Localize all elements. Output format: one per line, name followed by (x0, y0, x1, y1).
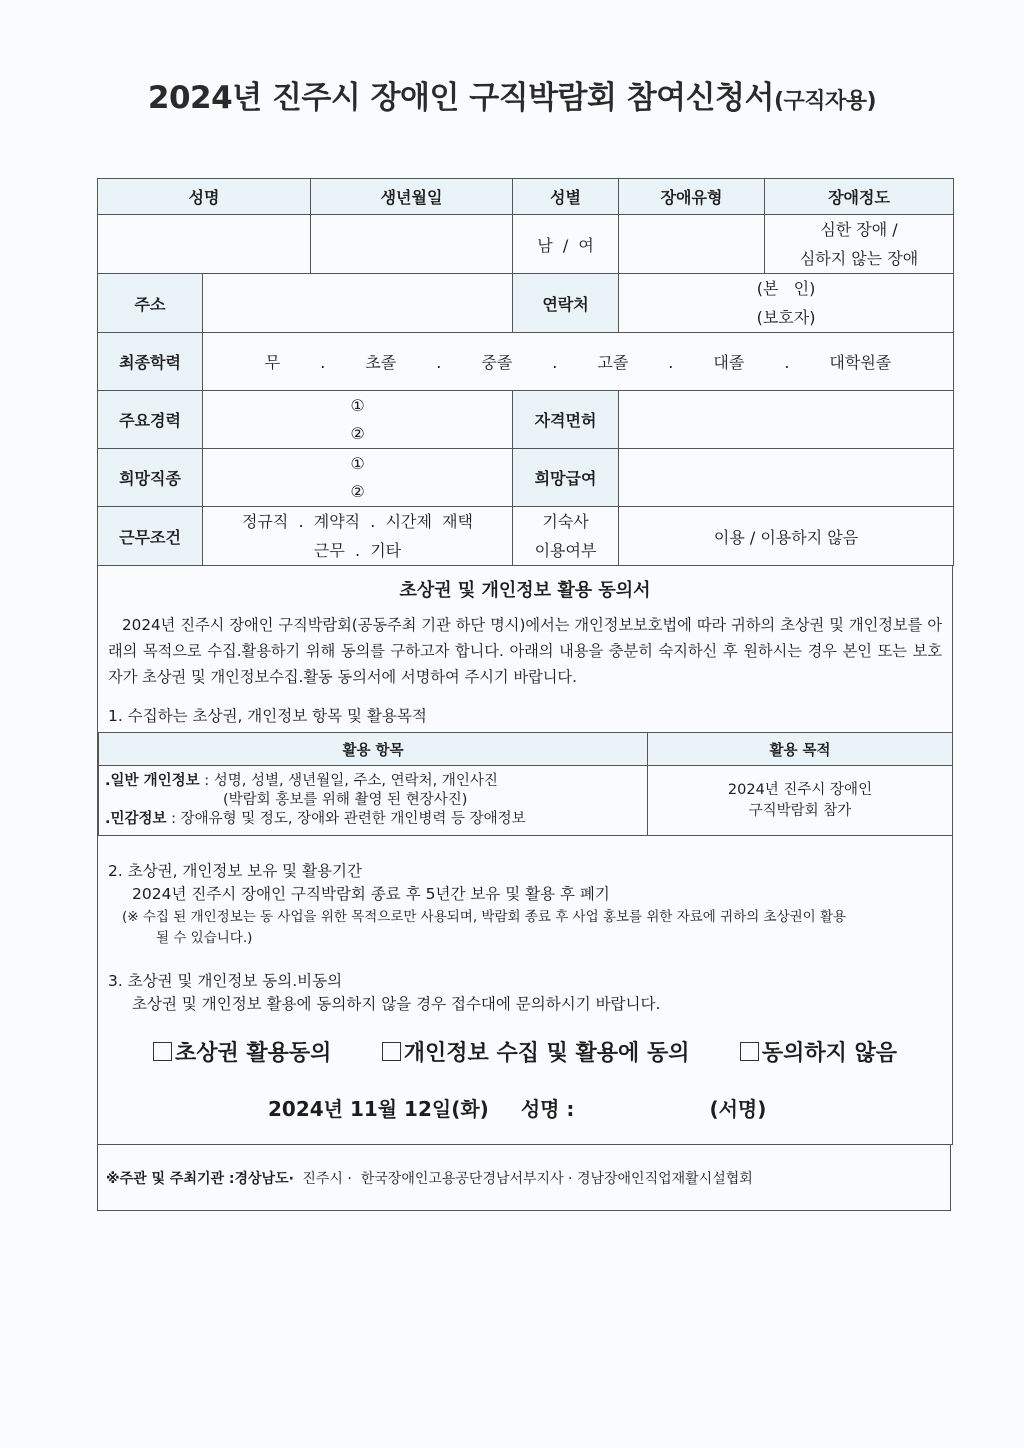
section-1-heading: 1. 수집하는 초상권, 개인정보 항목 및 활용목적 (108, 707, 427, 725)
dormitory-options[interactable]: 이용 / 이용하지 않음 (619, 507, 954, 566)
usage-purpose: 2024년 진주시 장애인 구직박람회 참가 (648, 766, 953, 836)
checkbox-icon[interactable] (153, 1042, 172, 1061)
work-condition-label: 근무조건 (98, 507, 203, 566)
header-disability-degree: 장애정도 (765, 179, 954, 215)
name-field[interactable] (98, 215, 311, 274)
section-3: 3. 초상권 및 개인정보 동의.비동의 초상권 및 개인정보 활용에 동의하지 않을 경우 접수대에 문의하시기 바랍니다. (108, 972, 661, 1013)
address-field[interactable] (203, 274, 513, 333)
application-form (97, 178, 953, 1211)
checkbox-icon[interactable] (382, 1042, 401, 1061)
consent-intro: 2024년 진주시 장애인 구직박람회(공동주최 기관 하단 명시)에서는 개인정보보호법에 따라 귀하의 초상권 및 개인정보를 아래의 목적으로 수집.활용하기 위해 동의를 구하고자 합니다. 아래의 내용을 충분히 숙지하신 후 원하시는 경우 본인 또는 보호자가 초상권 및 개인정보수집.활동 동의서에 서명하여 주시기 바랍니다. (108, 616, 942, 686)
applicant-table (97, 178, 954, 566)
section-2-note: (※ 수집 된 개인정보는 동 사업을 위한 목적으로만 사용되며, 박람회 종료 후 사업 홍보를 위한 자료에 귀하의 초상권이 활용 (122, 909, 847, 925)
header-birthdate: 생년월일 (311, 179, 513, 215)
birthdate-field[interactable] (311, 215, 513, 274)
sign-date: 2024년 11월 12일(화) (268, 1097, 489, 1121)
organizers-footer: ※주관 및 주최기관 :경상남도· 진주시 · 한국장애인고용공단경남서부지사 · 경남장애인직업재활시설협회 (97, 1145, 951, 1211)
education-label: 최종학력 (98, 333, 203, 391)
consent-checkboxes (98, 1016, 952, 1067)
signature-field[interactable]: (서명) (709, 1097, 767, 1121)
career-label: 주요경력 (98, 391, 203, 449)
signature-line (98, 1067, 952, 1144)
career-field[interactable]: ① ② (203, 391, 513, 449)
license-field[interactable] (619, 391, 954, 449)
privacy-consent-checkbox[interactable]: 개인정보 수집 및 활용에 동의 (382, 1036, 690, 1067)
page-title: 2024년 진주시 장애인 구직박람회 참여신청서(구직자용) (147, 80, 877, 116)
consent-title: 초상권 및 개인정보 활용 동의서 (399, 580, 651, 601)
desired-pay-label: 희망급여 (513, 449, 619, 507)
work-condition-options[interactable]: 정규직 . 계약직 . 시간제 재택 근무 . 기타 (203, 507, 513, 566)
disability-degree-options[interactable]: 심한 장애 / 심하지 않는 장애 (765, 215, 954, 274)
desired-job-label: 희망직종 (98, 449, 203, 507)
usage-table (98, 732, 953, 836)
education-options[interactable]: 무 . 초졸 . 중졸 . 고졸 . 대졸 . 대학원졸 (203, 333, 954, 391)
desired-pay-field[interactable] (619, 449, 954, 507)
section-2: 2. 초상권, 개인정보 보유 및 활용기간 2024년 진주시 장애인 구직박람회 종료 후 5년간 보유 및 활용 후 폐기 (108, 862, 610, 903)
contact-label: 연락처 (513, 274, 619, 333)
license-label: 자격면허 (513, 391, 619, 449)
disability-type-field[interactable] (619, 215, 765, 274)
section-2-note-cont: 될 수 있습니다.) (156, 930, 253, 946)
contact-field[interactable]: (본 인) (보호자) (619, 274, 954, 333)
header-name: 성명 (98, 179, 311, 215)
gender-options[interactable]: 남 / 여 (513, 215, 619, 274)
usage-items: .일반 개인정보 : 성명, 성별, 생년월일, 주소, 연락처, 개인사진 (박람회 홍보를 위해 촬영 된 현장사진) .민감정보 : 장애유형 및 정도, 장애와 관련한 개인병력 등 장애정보 (99, 766, 648, 836)
sign-label: 성명 : (520, 1097, 575, 1121)
col-items: 활용 항목 (99, 733, 648, 766)
desired-job-field[interactable]: ① ② (203, 449, 513, 507)
consent-section (97, 566, 953, 1145)
col-purpose: 활용 목적 (648, 733, 953, 766)
checkbox-icon[interactable] (740, 1042, 759, 1061)
address-label: 주소 (98, 274, 203, 333)
header-gender: 성별 (513, 179, 619, 215)
header-disability-type: 장애유형 (619, 179, 765, 215)
disagree-checkbox[interactable]: 동의하지 않음 (740, 1036, 897, 1067)
portrait-consent-checkbox[interactable]: 초상권 활용동의 (153, 1036, 331, 1067)
dormitory-label: 기숙사 이용여부 (513, 507, 619, 566)
